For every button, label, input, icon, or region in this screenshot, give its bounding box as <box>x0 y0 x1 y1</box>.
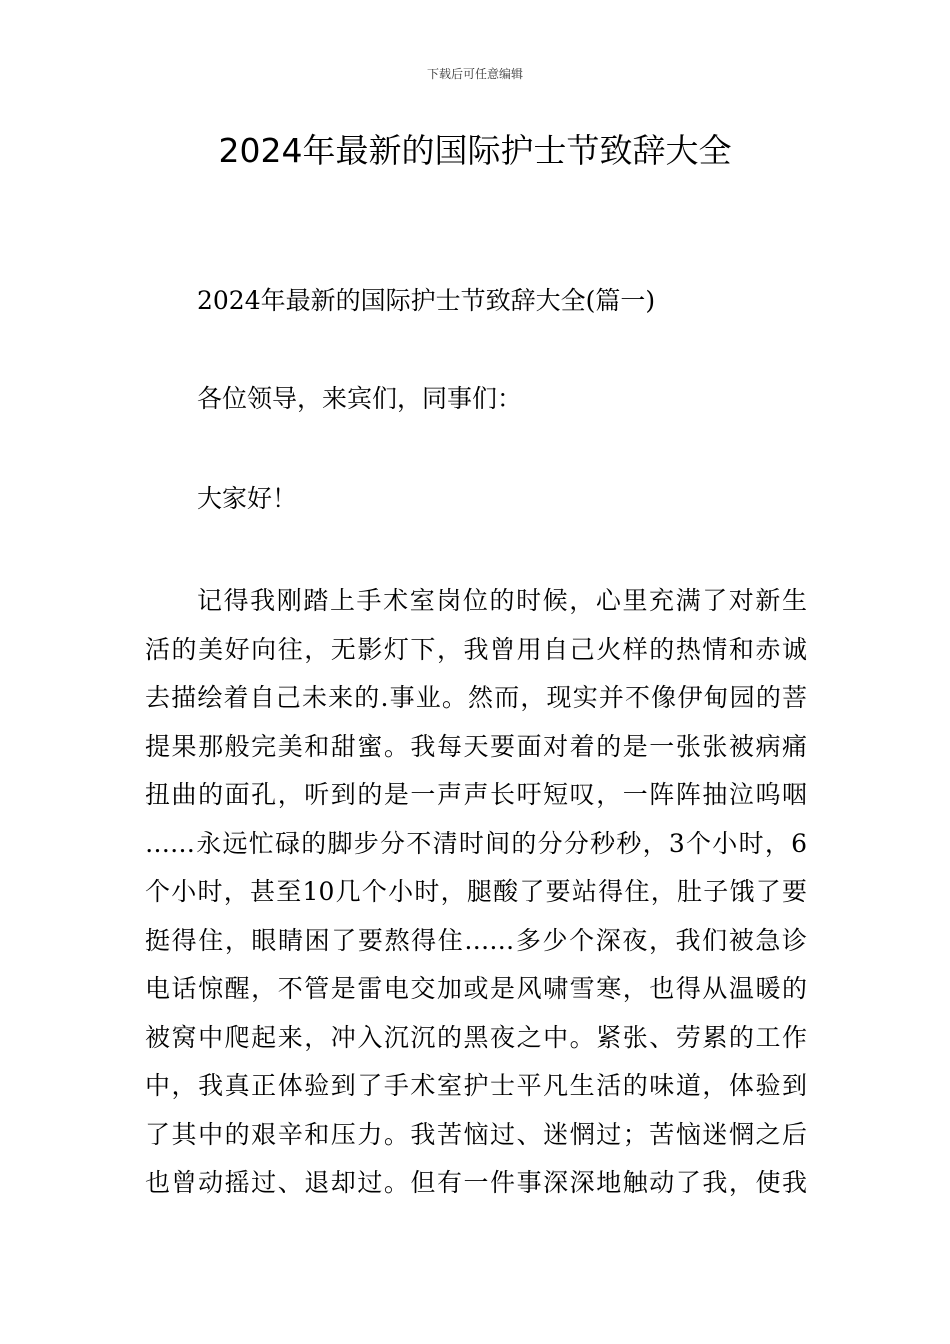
body-line: 了其中的艰辛和压力。我苦恼过、迷惘过；苦恼迷惘之后 <box>145 1119 807 1149</box>
salutation: 各位领导，来宾们，同事们： <box>197 384 523 413</box>
body-line: 提果那般完美和甜蜜。我每天要面对着的是一张张被病痛 <box>145 731 807 761</box>
body-line: 电话惊醒，不管是雷电交加或是风啸雪寒，也得从温暖的 <box>145 974 807 1003</box>
body-line: 记得我刚踏上手术室岗位的时候，心里充满了对新生 <box>197 586 807 615</box>
body-line: 个小时，甚至10几个小时，腿酸了要站得住，肚子饿了要 <box>145 877 807 906</box>
body-line: 挺得住，眼睛困了要熬得住……多少个深夜，我们被急诊 <box>145 925 807 955</box>
document-title: 2024年最新的国际护士节致辞大全 <box>218 131 732 170</box>
body-paragraph <box>145 580 807 1211</box>
body-line: 扭曲的面孔，听到的是一声声长吁短叹，一阵阵抽泣呜咽 <box>145 780 807 809</box>
body-line: 也曾动摇过、退却过。但有一件事深深地触动了我，使我 <box>145 1168 807 1197</box>
body-line: 活的美好向往，无影灯下，我曾用自己火样的热情和赤诚 <box>145 634 807 664</box>
body-line: 中，我真正体验到了手术室护士平凡生活的味道，体验到 <box>145 1071 807 1100</box>
header-note: 下载后可任意编辑 <box>426 67 523 81</box>
body-line: 被窝中爬起来，冲入沉沉的黑夜之中。紧张、劳累的工作 <box>145 1022 807 1052</box>
greeting: 大家好！ <box>197 484 298 513</box>
body-line: 去描绘着自己未来的.事业。然而，现实并不像伊甸园的菩 <box>145 683 807 712</box>
body-line: ……永远忙碌的脚步分不清时间的分分秒秒，3个小时，6 <box>145 828 807 858</box>
section-subtitle: 2024年最新的国际护士节致辞大全(篇一) <box>197 286 656 315</box>
